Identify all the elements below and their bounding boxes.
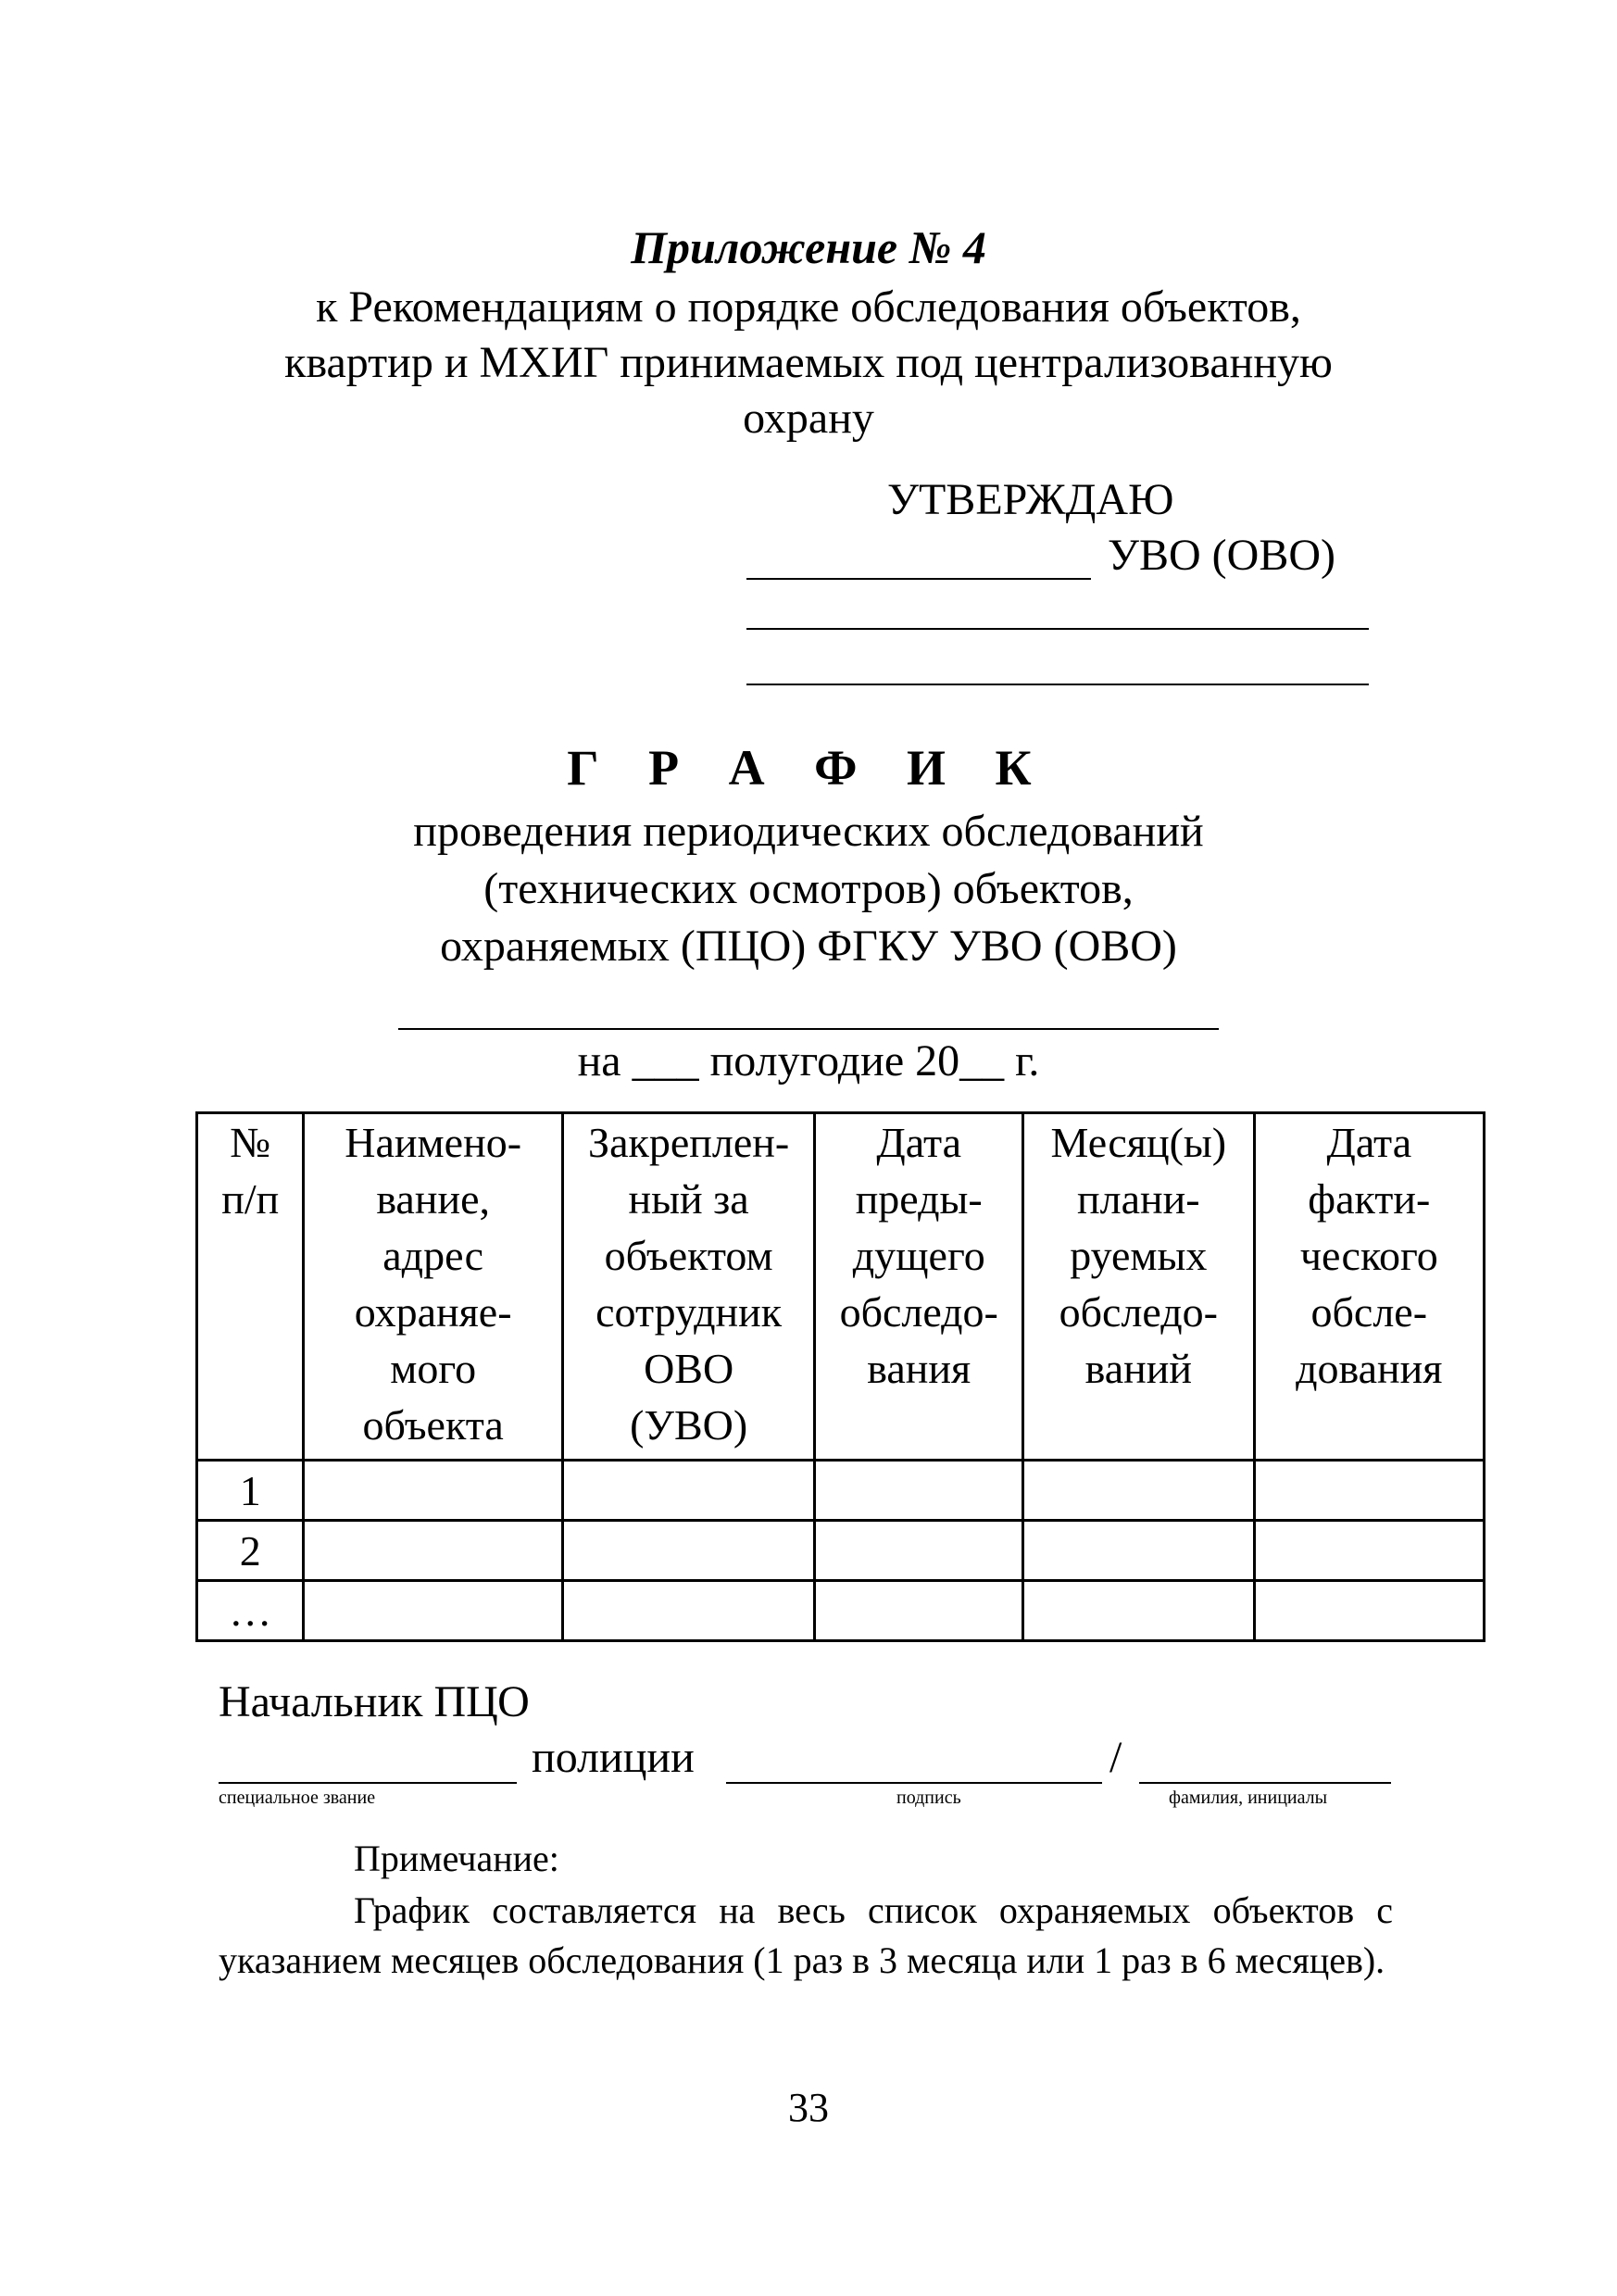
approve-line-3: [746, 684, 1369, 685]
caption-name: фамилия, инициалы: [1169, 1788, 1328, 1808]
table-row: [197, 1581, 1485, 1641]
table-row: [197, 1521, 1485, 1581]
subtitle-line-1: к Рекомендациям о порядке обследования объектов,: [316, 282, 1301, 332]
page-number: 33: [788, 2085, 829, 2130]
approve-line-2: [746, 628, 1369, 630]
table-cell: [304, 1461, 562, 1521]
schedule-desc-2: (технических осмотров) объектов,: [483, 864, 1134, 913]
organization-blank-line: [398, 1028, 1219, 1030]
approve-signature-line: [746, 578, 1091, 580]
appendix-title: Приложение № 4: [631, 221, 986, 273]
col-header-actual-date: Дата факти- ческого обсле- дования: [1254, 1113, 1484, 1461]
signature-line: [726, 1782, 1102, 1784]
schedule-title: Г Р А Ф И К: [567, 740, 1050, 796]
schedule-desc-1: проведения периодических обследований: [413, 807, 1204, 856]
schedule-desc-3: охраняемых (ПЦО) ФГКУ УВО (ОВО): [440, 922, 1177, 971]
schedule-table: [195, 1111, 1485, 1642]
signature-position: Начальник ПЦО: [219, 1677, 530, 1726]
approve-org: УВО (ОВО): [1108, 531, 1335, 580]
subtitle-line-2: квартир и МХИГ принимаемых под централизованную: [284, 338, 1333, 387]
row-number: 1: [197, 1461, 304, 1521]
caption-rank: специальное звание: [219, 1788, 376, 1808]
table-cell: [562, 1461, 815, 1521]
table-cell: [815, 1461, 1023, 1521]
note-text: График составляется на весь список охраняемых объектов с указанием месяцев обследования (1 раз в 3 месяца или 1 раз в 6 месяцев).: [219, 1889, 1393, 1981]
table-cell: [815, 1581, 1023, 1641]
note-label: Примечание:: [354, 1838, 559, 1879]
col-header-planned-months: Месяц(ы) плани- руемых обследо- ваний: [1023, 1113, 1255, 1461]
approve-label: УТВЕРЖДАЮ: [887, 475, 1174, 524]
schedule-period: на ___ полугодие 20__ г.: [577, 1036, 1040, 1085]
row-number: …: [197, 1581, 304, 1641]
table-cell: [1254, 1581, 1484, 1641]
rank-line: [219, 1782, 517, 1784]
col-header-previous-date: Дата преды- дущего обследо- вания: [815, 1113, 1023, 1461]
table-header-row: [197, 1113, 1485, 1461]
subtitle-line-3: охрану: [743, 394, 874, 443]
name-line: [1139, 1782, 1391, 1784]
table-cell: [562, 1581, 815, 1641]
table-cell: [815, 1521, 1023, 1581]
table-cell: [1254, 1521, 1484, 1581]
col-header-object-name: Наимено- вание, адрес охраняе- мого объекта: [304, 1113, 562, 1461]
row-number: 2: [197, 1521, 304, 1581]
table-cell: [1254, 1461, 1484, 1521]
col-header-assigned-employee: Закреплен- ный за объектом сотрудник ОВО (УВО): [562, 1113, 815, 1461]
table-cell: [1023, 1461, 1255, 1521]
table-cell: [1023, 1521, 1255, 1581]
caption-sign: подпись: [896, 1788, 961, 1808]
table-cell: [304, 1521, 562, 1581]
table-cell: [562, 1521, 815, 1581]
table-cell: [1023, 1581, 1255, 1641]
col-header-number: № п/п: [197, 1113, 304, 1461]
table-row: [197, 1461, 1485, 1521]
signature-police: полиции: [532, 1733, 695, 1782]
table-cell: [304, 1581, 562, 1641]
signature-slash: /: [1109, 1733, 1122, 1782]
